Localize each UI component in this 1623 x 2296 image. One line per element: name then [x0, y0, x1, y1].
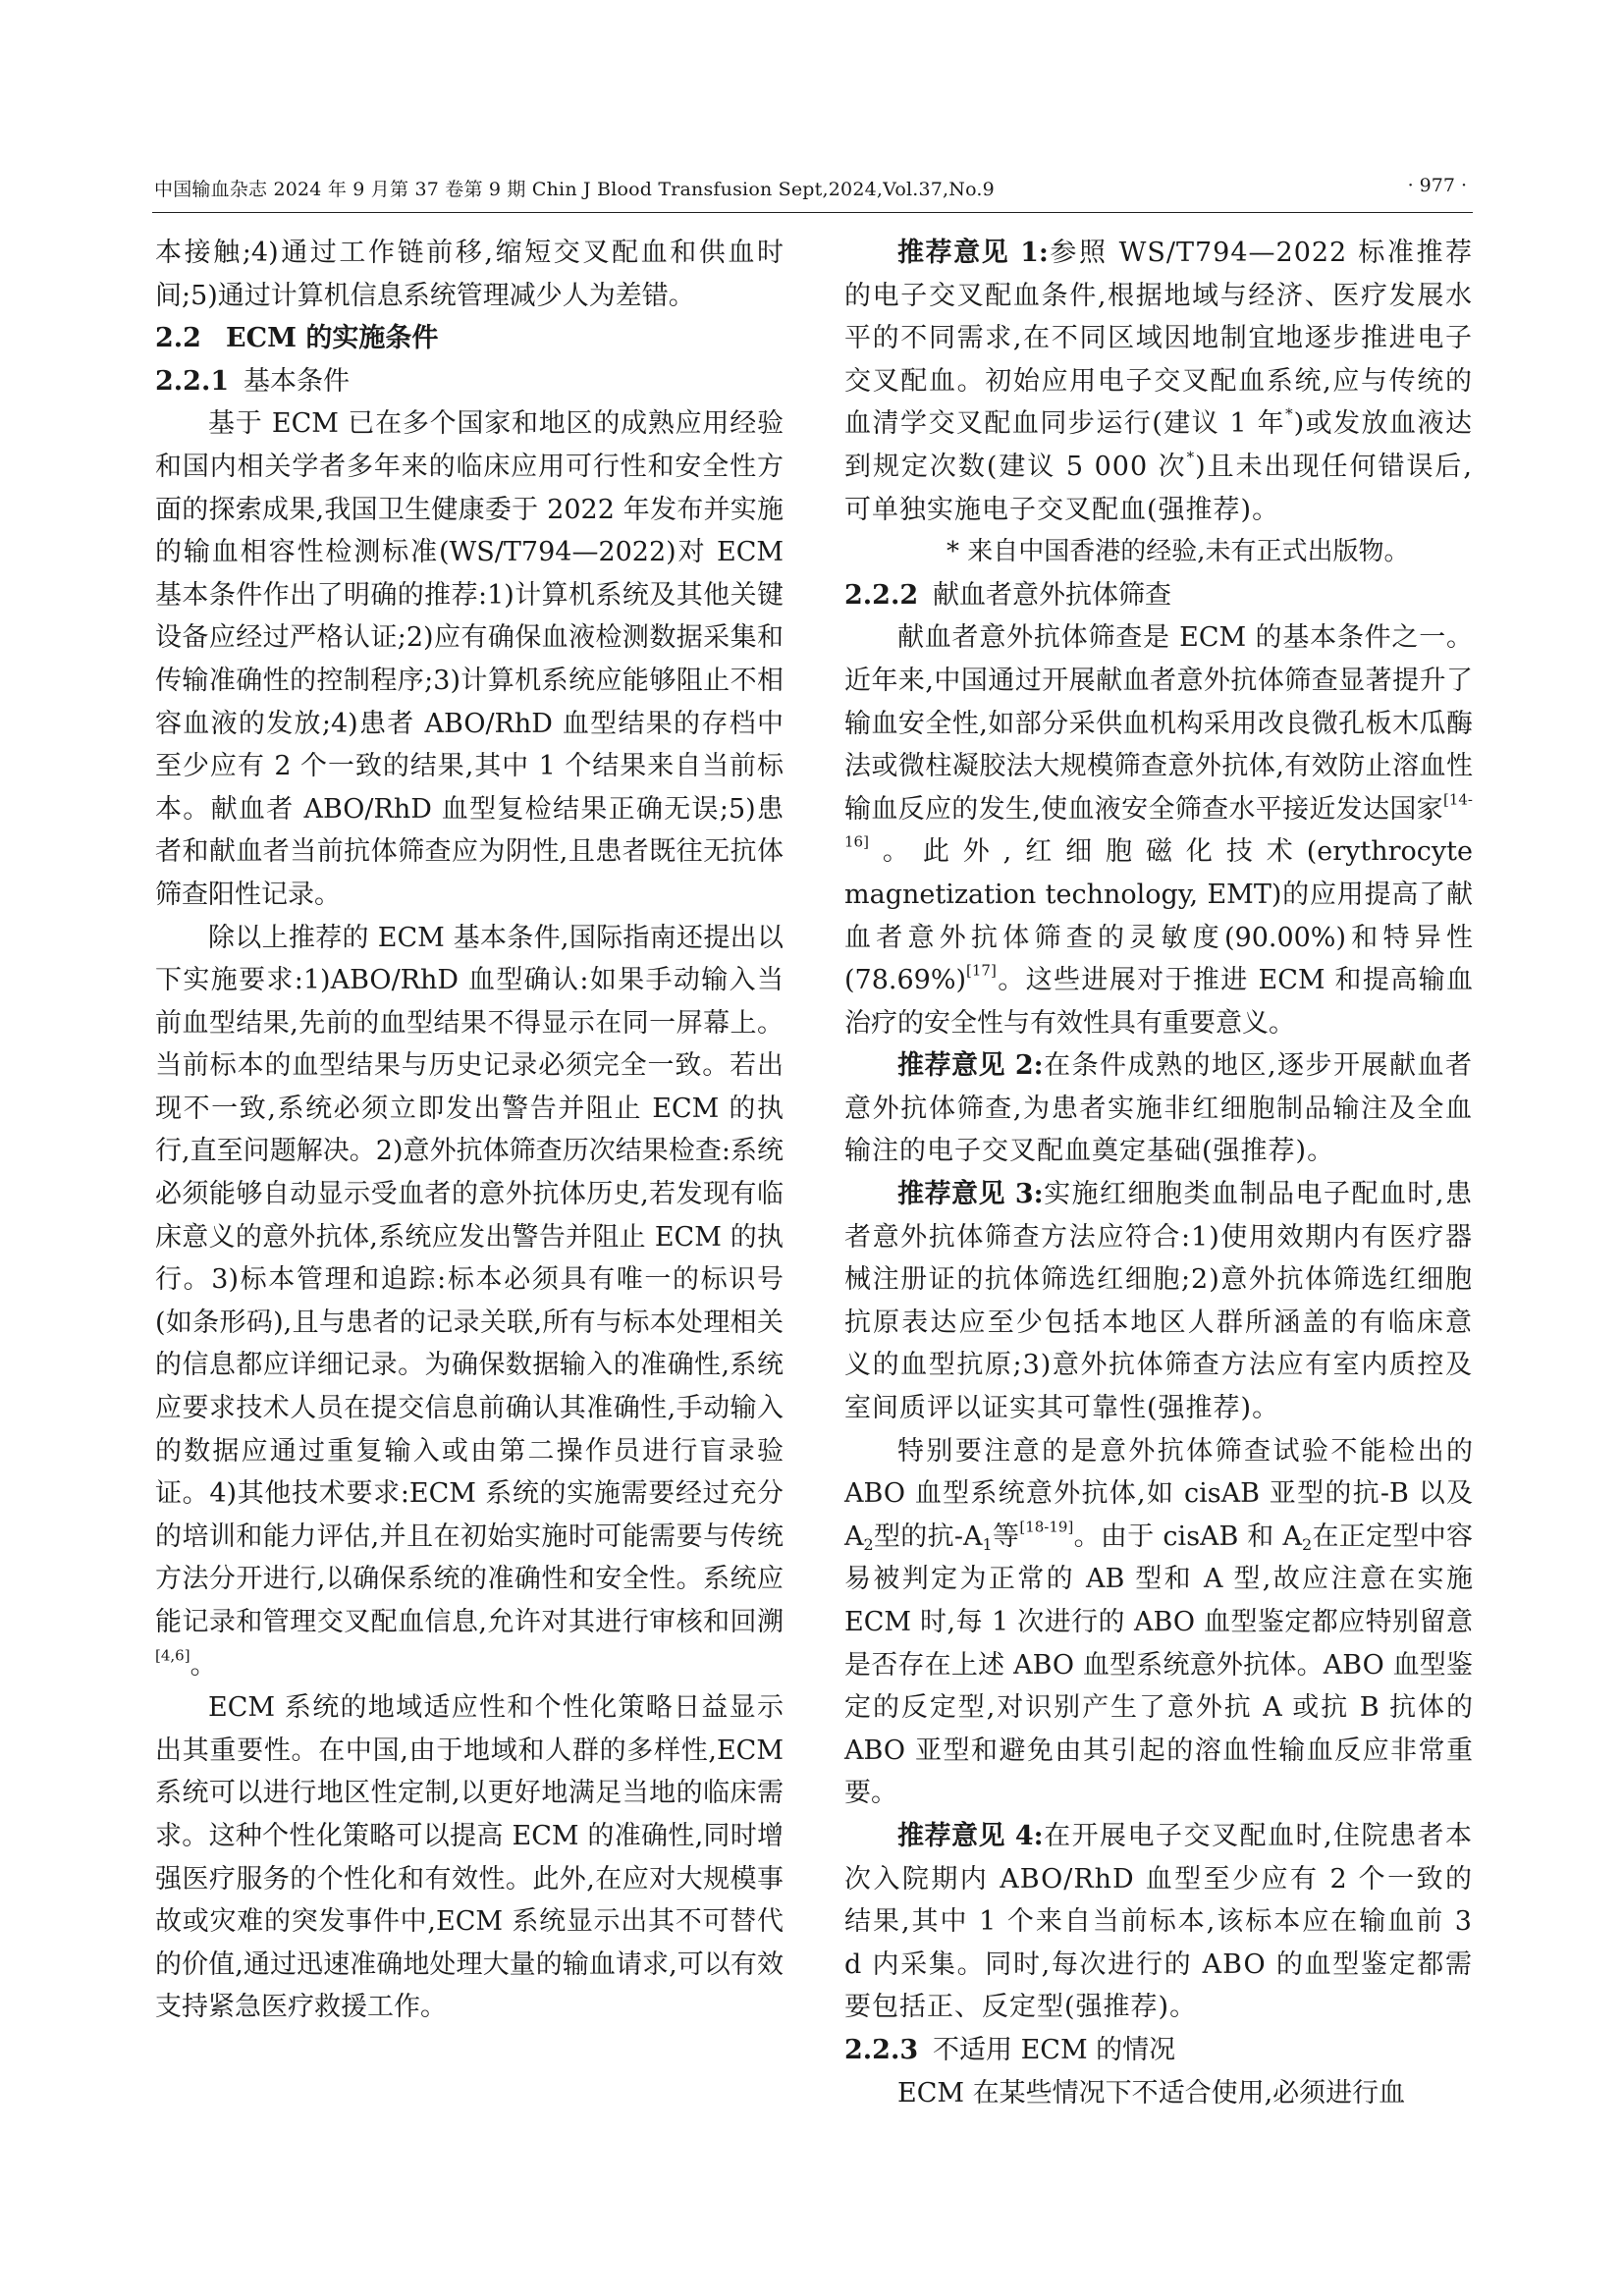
paragraph-ecm-not-applicable: ECM 在某些情况下不适合使用,必须进行血 — [897, 2077, 1406, 2109]
left-column — [155, 232, 784, 2029]
subsection-heading-2-2-2 — [844, 574, 1473, 617]
recommendation-text: 实施红细胞类血制品电子配血时,患者意外抗体筛查方法应符合:1)使用效期内有医疗器械注册证的抗体筛选红细胞;2)意外抗体筛选红细胞抗原表达应至少包括本地区人群所涵盖的有临床意义的血型抗原;3)意外抗体筛查方法应有室内质控及室间质评以证实其可靠性(强推荐)。 — [844, 1179, 1473, 1424]
subscript: 2 — [863, 1534, 874, 1554]
subsection-heading-2-2-1 — [155, 360, 784, 403]
paragraph-text: 特别要注意的是意外抗体筛查试验不能检出的 ABO 血型系统意外抗体,如 cisAB 亚型的抗-B 以及 A — [844, 1435, 1473, 1552]
recommendation-1 — [844, 232, 1473, 531]
page-number: · 977 · — [1407, 175, 1467, 196]
recommendation-label: 推荐意见 1: — [897, 238, 1049, 268]
paragraph-text-mid: 。此外,红细胞磁化技术(erythrocyte magnetization technology, EMT)的应用提高了献血者意外抗体筛查的灵敏度(90.00%)和特异性(78.69%) — [844, 836, 1473, 996]
footnote-mark: * — [1186, 448, 1196, 466]
recommendation-text: 在条件成熟的地区,逐步开展献血者意外抗体筛查,为患者实施非红细胞制品输注及全血输注的电子交叉配血奠定基础(强推荐)。 — [844, 1050, 1473, 1167]
recommendation-2 — [844, 1044, 1473, 1173]
recommendation-3 — [844, 1173, 1473, 1430]
citation: [17] — [966, 961, 997, 980]
subsection-title: 基本条件 — [243, 365, 350, 397]
subsection-number: 2.2.2 — [844, 579, 919, 611]
recommendation-text: 在开展电子交叉配血时,住院患者本次入院期内 ABO/RhD 血型至少应有 2 个一致的结果,其中 1 个来自当前标本,该标本应在输血前 3 d 内采集。同时,每次进行的 ABO 的血型鉴定都需要包括正、反定型(强推荐)。 — [844, 1820, 1473, 2023]
paragraph-regional-adaptability: ECM 系统的地域适应性和个性化策略日益显示出其重要性。在中国,由于地域和人群的多样性,ECM 系统可以进行地区性定制,以更好地满足当地的临床需求。这种个性化策略可以提高 ECM 的准确性,同时增强医疗服务的个性化和有效性。此外,在应对大规模事故或灾难的突发事件中,ECM 系统显示出其不可替代的价值,通过迅速准确地处理大量的输血请求,可以有效支持紧急医疗救援工作。 — [155, 1692, 784, 2023]
paragraph-end: 。 — [189, 1649, 217, 1681]
recommendation-text: 参照 WS/T794—2022 标准推荐的电子交叉配血条件,根据地域与经济、医疗发展水平的不同需求,在不同区域因地制宜地逐步推进电子交叉配血。初始应用电子交叉配血系统,应与传统的血清学交叉配血同步运行(建议 1 年 — [844, 238, 1473, 440]
journal-citation: 中国输血杂志 2024 年 9 月第 37 卷第 9 期 Chin J Blood Transfusion Sept,2024,Vol.37,No.9 — [154, 179, 995, 200]
paragraph-end: 。这些进展对于推进 ECM 和提高输血治疗的安全性与有效性具有重要意义。 — [844, 965, 1473, 1039]
paragraph-text: 在正定型中容易被判定为正常的 AB 型和 A 型,故应注意在实施 ECM 时,每 1 次进行的 ABO 血型鉴定都应特别留意是否存在上述 ABO 血型系统意外抗体。ABO 血型鉴定的反定型,对识别产生了意外抗 A 或抗 B 抗体的 ABO 亚型和避免由其引起的溶血性输血反应非常重要。 — [844, 1521, 1474, 1809]
recommendation-text-end: )且未出现任何错误后,可单独实施电子交叉配血(强推荐)。 — [844, 451, 1473, 525]
recommendation-label: 推荐意见 3: — [897, 1179, 1044, 1210]
subsection-number: 2.2.1 — [155, 365, 230, 397]
section-title: ECM 的实施条件 — [226, 323, 439, 354]
citation: [14-16] — [844, 790, 1473, 851]
paragraph-international-guidelines — [155, 917, 784, 1687]
section-heading-2-2 — [155, 317, 784, 360]
subscript: 2 — [1301, 1534, 1313, 1554]
paragraph-abo-antibodies — [844, 1430, 1473, 1815]
subscript: 1 — [982, 1534, 993, 1554]
citation: [4,6] — [155, 1646, 190, 1665]
subsection-title: 不适用 ECM 的情况 — [933, 2034, 1176, 2065]
paragraph-text: 献血者意外抗体筛查是 ECM 的基本条件之一。近年来,中国通过开展献血者意外抗体筛查显著提升了输血安全性,如部分采供血机构采用改良微孔板木瓜酶法或微柱凝胶法大规模筛查意外抗体,有效防止溶血性输血反应的发生,使血液安全筛查水平接近发达国家 — [844, 622, 1473, 825]
running-header — [152, 173, 1473, 213]
paragraph-donor-antibody-screening — [844, 616, 1473, 1044]
right-column — [844, 232, 1473, 2114]
recommendation-text-mid: )或发放血液达到规定次数(建议 5 000 次 — [844, 408, 1473, 482]
paragraph-text: 除以上推荐的 ECM 基本条件,国际指南还提出以下实施要求:1)ABO/RhD 血型确认:如果手动输入当前血型结果,先前的血型结果不得显示在同一屏幕上。当前标本的血型结果与历史记录必须完全一致。若出现不一致,系统必须立即发出警告并阻止 ECM 的执行,直至问题解决。2)意外抗体筛查历次结果检查:系统必须能够自动显示受血者的意外抗体历史,若发现有临床意义的意外抗体,系统应发出警告并阻止 ECM 的执行。3)标本管理和追踪:标本必须具有唯一的标识号(如条形码),且与患者的记录关联,所有与标本处理相关的信息都应详细记录。为确保数据输入的准确性,系统应要求技术人员在提交信息前确认其准确性,手动输入的数据应通过重复输入或由第二操作员进行盲录验证。4)其他技术要求:ECM 系统的实施需要经过充分的培训和能力评估,并且在初始实施时可能需要与传统方法分开进行,以确保系统的准确性和安全性。系统应能记录和管理交叉配血信息,允许对其进行审核和回溯 — [155, 922, 784, 1637]
subsection-number: 2.2.3 — [844, 2034, 919, 2065]
subsection-heading-2-2-3 — [844, 2029, 1473, 2072]
footnote-mark: * — [1285, 404, 1294, 423]
paragraph-text: 等 — [992, 1521, 1020, 1552]
section-number: 2.2 — [155, 323, 201, 354]
footnote: * 来自中国香港的经验,未有正式出版物。 — [947, 537, 1410, 567]
subsection-title: 献血者意外抗体筛查 — [933, 579, 1171, 611]
paragraph-continued: 本接触;4)通过工作链前移,缩短交叉配血和供血时间;5)通过计算机信息系统管理减少人为差错。 — [155, 238, 784, 311]
paragraph-text: 。由于 cisAB 和 A — [1073, 1521, 1302, 1552]
recommendation-4 — [844, 1815, 1473, 2029]
recommendation-label: 推荐意见 4: — [897, 1820, 1044, 1851]
citation: [18-19] — [1019, 1518, 1074, 1536]
paragraph-basic-conditions: 基于 ECM 已在多个国家和地区的成熟应用经验和国内相关学者多年来的临床应用可行性和安全性方面的探索成果,我国卫生健康委于 2022 年发布并实施的输血相容性检测标准(WS/T794—2022)对 ECM 基本条件作出了明确的推荐:1)计算机系统及其他关键设备应经过严格认证;2)应有确保血液检测数据采集和传输准确性的控制程序;3)计算机系统应能够阻止不相容血液的发放;4)患者 ABO/RhD 血型结果的存档中至少应有 2 个一致的结果,其中 1 个结果来自当前标本。献血者 ABO/RhD 血型复检结果正确无误;5)患者和献血者当前抗体筛查应为阴性,且患者既往无抗体筛查阳性记录。 — [155, 408, 784, 910]
recommendation-label: 推荐意见 2: — [897, 1050, 1044, 1082]
paragraph-text: 型的抗-A — [873, 1521, 983, 1552]
